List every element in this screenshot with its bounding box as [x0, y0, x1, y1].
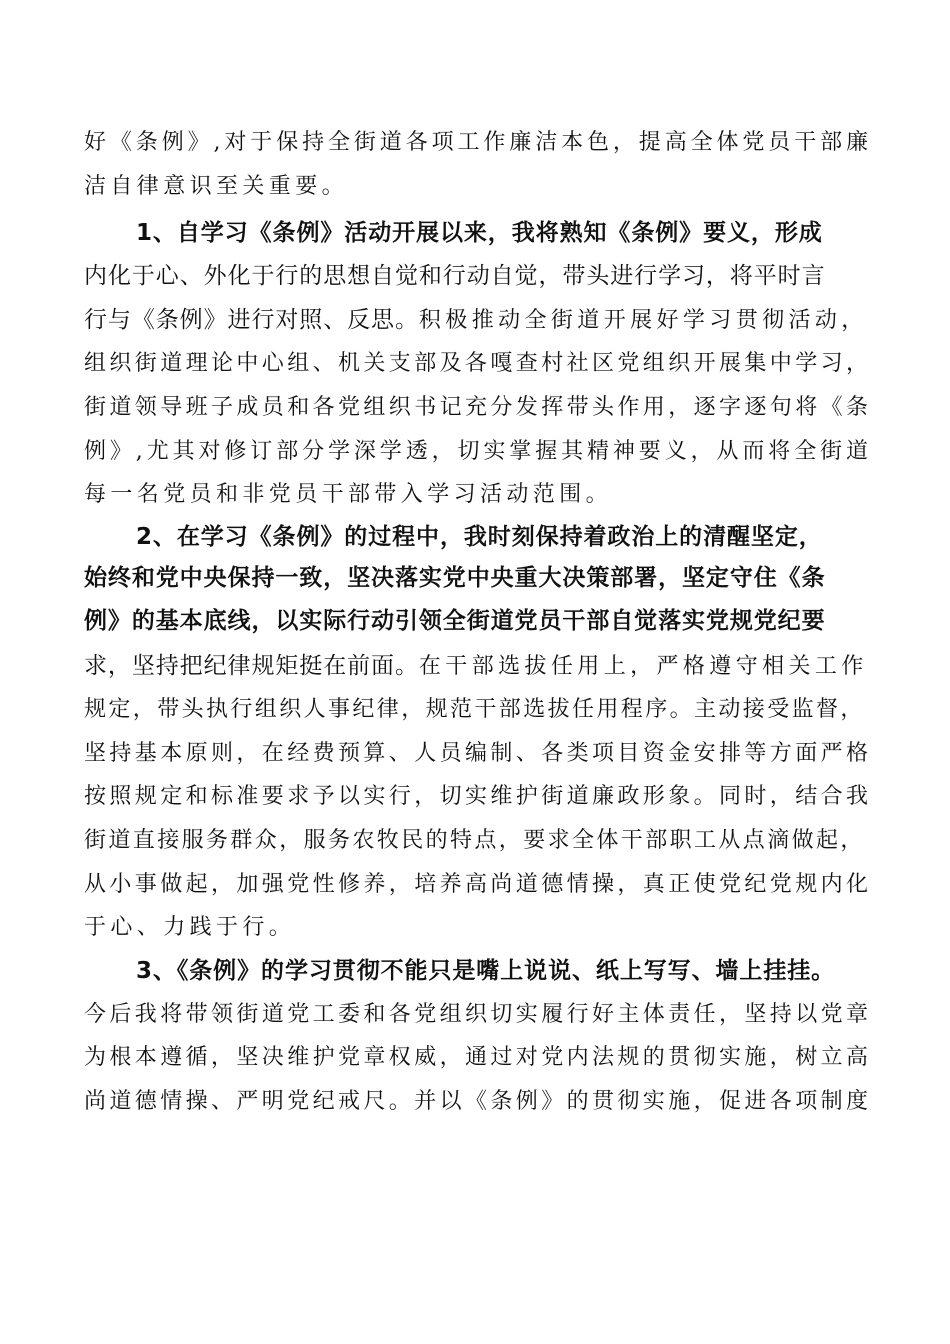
intro-line-2: 洁自律意识至关重要。	[84, 174, 349, 199]
p3-heading: 3、《条例》的学习贯彻不能只是嘴上说说、纸上写写、墙上挂挂。	[136, 958, 836, 984]
p1-line-7: 每一名党员和非党员干部带入学习活动范围。	[84, 482, 613, 507]
p1-line-5: 街道领导班子成员和各党组织书记充分发挥带头作用，逐字逐句将《条	[84, 395, 872, 420]
p2-line-4-emphasis: 求，坚持把纪律规矩挺在前面。	[84, 653, 419, 679]
p1-line-2: 内化于心、外化于行的思想自觉和行动自觉，带头进行学习，将平时言	[84, 263, 826, 289]
p2-line-4-rest: 在干部选拔任用上，严格遵守相关工作	[418, 654, 868, 679]
p2-line-6: 坚持基本原则，在经费预算、人员编制、各类项目资金安排等方面严格	[84, 741, 872, 766]
p1-line-3-rest: 积极推动全街道开展好学习贯彻活动，	[418, 308, 868, 333]
p2-line-5: 规定，带头执行组织人事纪律，规范干部选拔任用程序。主动接受监督，	[84, 697, 865, 722]
p2-line-2: 始终和党中央保持一致，坚决落实党中央重大决策部署，坚定守住《条	[84, 565, 826, 591]
p3-line-3: 为根本遵循，坚决维护党章权威，通过对党内法规的贯彻实施，树立高	[84, 1045, 872, 1070]
p1-line-4: 组织街道理论中心组、机关支部及各嘎查村社区党组织开展集中学习，	[84, 351, 872, 376]
p2-line-10: 于心、力践于行。	[84, 915, 296, 940]
p2-line-9: 从小事做起，加强党性修养，培养高尚道德情操，真正使党纪党规内化	[84, 872, 872, 897]
p2-line-4	[84, 649, 874, 683]
p3-line-2: 今后我将带领街道党工委和各党组织切实履行好主体责任，坚持以党章	[84, 1002, 872, 1027]
p2-heading: 2、在学习《条例》的过程中，我时刻保持着政治上的清醒坚定，	[136, 524, 823, 550]
p1-line-6: 例》,尤其对修订部分学深学透，切实掌握其精神要义，从而将全街道	[84, 439, 872, 464]
p2-line-3: 例》的基本底线，以实际行动引领全街道党员干部自觉落实党规党纪要	[84, 608, 826, 634]
p1-line-3-emphasis: 行与《条例》进行对照、反思。	[84, 307, 419, 333]
p2-line-8: 街道直接服务群众，服务农牧民的特点，要求全体干部职工从点滴做起，	[84, 828, 865, 853]
p3-line-4: 尚道德情操、严明党纪戒尺。并以《条例》的贯彻实施，促进各项制度	[84, 1089, 872, 1114]
intro-line-1: 好《条例》,对于保持全街道各项工作廉洁本色，提高全体党员干部廉	[84, 130, 872, 155]
p1-line-3	[84, 303, 874, 337]
p1-heading: 1、自学习《条例》活动开展以来，我将熟知《条例》要义，形成	[136, 220, 823, 246]
p2-line-7: 按照规定和标准要求予以实行，切实维护街道廉政形象。同时，结合我	[84, 784, 872, 809]
